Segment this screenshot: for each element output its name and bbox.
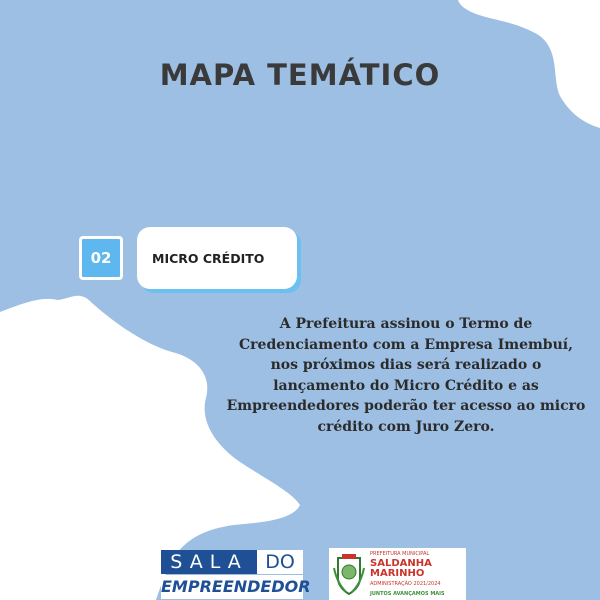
page-title: MAPA TEMÁTICO <box>159 58 441 92</box>
item-number: 02 <box>90 249 112 267</box>
item-number-badge <box>79 236 123 280</box>
logo-prefeitura-line: PREFEITURA MUNICIPAL <box>370 550 430 557</box>
description-text: A Prefeitura assinou o Termo de Credenciamento com a Empresa Imembuí, nos próximos dias será realizado o lançamento do Micro Crédito e as Empreendedores poderão ter acesso ao micro crédito com Juro Zero. <box>226 316 586 435</box>
logo-admin-period: ADMINISTRAÇÃO 2021/2024 <box>370 580 441 587</box>
logo-do-word: DO <box>257 550 303 574</box>
logo-empreendedor-word: EMPREENDEDOR <box>161 575 303 599</box>
crest-icon <box>332 552 366 596</box>
logo-sala-word: SALA <box>161 550 257 574</box>
item-label-card <box>137 227 297 289</box>
logo-municipality-name: SALDANHA MARINHO <box>370 557 432 579</box>
logo-slogan: JUNTOS AVANÇAMOS MAIS <box>370 590 445 597</box>
item-label: MICRO CRÉDITO <box>152 250 265 266</box>
prefeitura-logo <box>329 548 466 600</box>
sala-do-empreendedor-logo <box>161 550 311 600</box>
